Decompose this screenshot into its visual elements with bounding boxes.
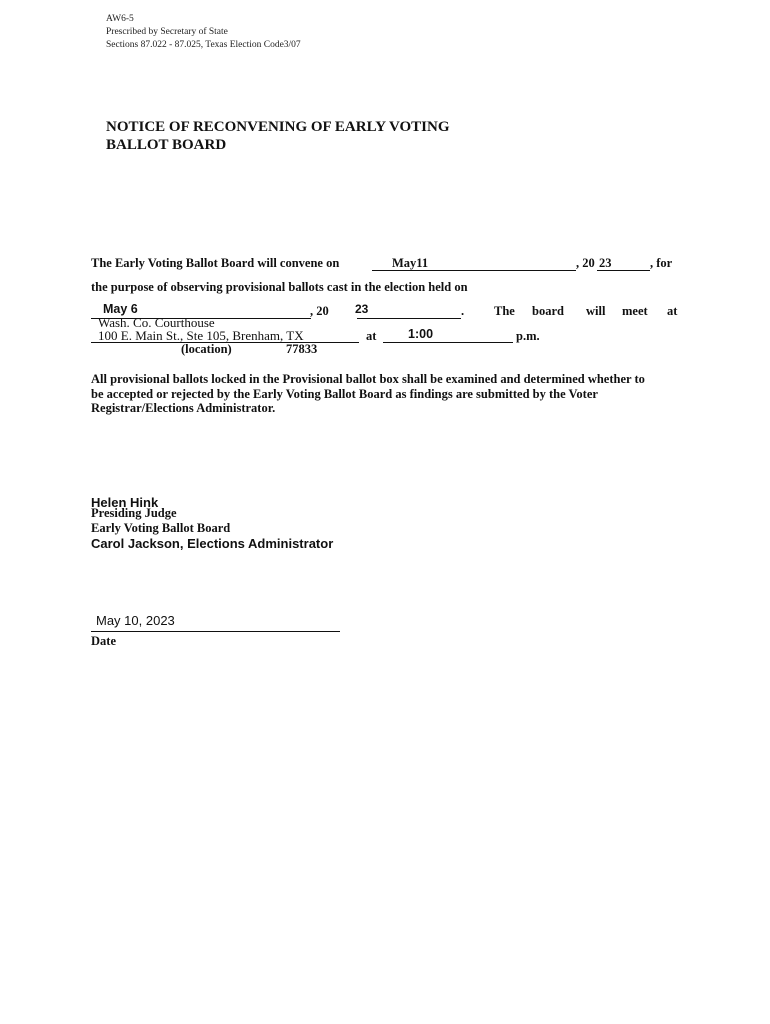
location-label: (location) xyxy=(181,342,232,356)
prescribed-by: Prescribed by Secretary of State xyxy=(106,27,228,37)
period: . xyxy=(461,304,465,318)
location-line1-field[interactable]: Wash. Co. Courthouse xyxy=(98,315,215,330)
time-underline xyxy=(383,342,513,343)
date-underline xyxy=(91,631,340,632)
election-year-field[interactable]: 23 xyxy=(355,302,369,316)
word-at: at xyxy=(667,304,678,318)
word-the: The xyxy=(494,304,515,318)
instructions-paragraph: All provisional ballots locked in the Provisional ballot box shall be examined and determined whether to be accepted or rejected by the Early Voting Ballot Board as findings are submitted by the Voter Registrar/Elections Administrator. xyxy=(91,372,645,415)
election-year-underline xyxy=(357,318,461,319)
convene-date-underline xyxy=(372,270,576,271)
word-will: will xyxy=(586,304,606,318)
judge-name[interactable]: Helen Hink xyxy=(91,495,159,510)
word-meet: meet xyxy=(622,304,648,318)
zip-code: 77833 xyxy=(286,342,318,356)
convene-year-underline xyxy=(597,270,650,271)
location-line2-field[interactable]: 100 E. Main St., Ste 105, Brenham, TX xyxy=(98,328,304,343)
judge-title: Presiding Judge xyxy=(91,506,177,520)
time-field[interactable]: 1:00 xyxy=(408,327,434,341)
date-field[interactable]: May 10, 2023 xyxy=(96,613,175,628)
notice-title-line1: NOTICE OF RECONVENING OF EARLY VOTING xyxy=(106,119,450,135)
statute-sections: Sections 87.022 - 87.025, Texas Election Code3/07 xyxy=(106,40,301,50)
form-id: AW6-5 xyxy=(106,14,134,24)
at-text: at xyxy=(366,329,377,343)
convene-text: The Early Voting Ballot Board will convene on xyxy=(91,256,340,270)
convene-year-field[interactable]: 23 xyxy=(599,256,612,270)
election-year-prefix: , 20 xyxy=(310,304,329,318)
year-prefix: , 20 xyxy=(576,256,595,270)
board-name: Early Voting Ballot Board xyxy=(91,521,231,535)
convene-date-field[interactable]: May11 xyxy=(392,256,429,270)
date-label: Date xyxy=(91,634,116,648)
administrator-name[interactable]: Carol Jackson, Elections Administrator xyxy=(91,536,334,551)
notice-title-line2: BALLOT BOARD xyxy=(106,137,227,153)
pm-text: p.m. xyxy=(516,329,540,343)
word-board: board xyxy=(532,304,564,318)
purpose-text: the purpose of observing provisional ballots cast in the election held on xyxy=(91,280,468,294)
for-text: , for xyxy=(650,256,673,270)
election-date-field[interactable]: May 6 xyxy=(103,302,138,316)
